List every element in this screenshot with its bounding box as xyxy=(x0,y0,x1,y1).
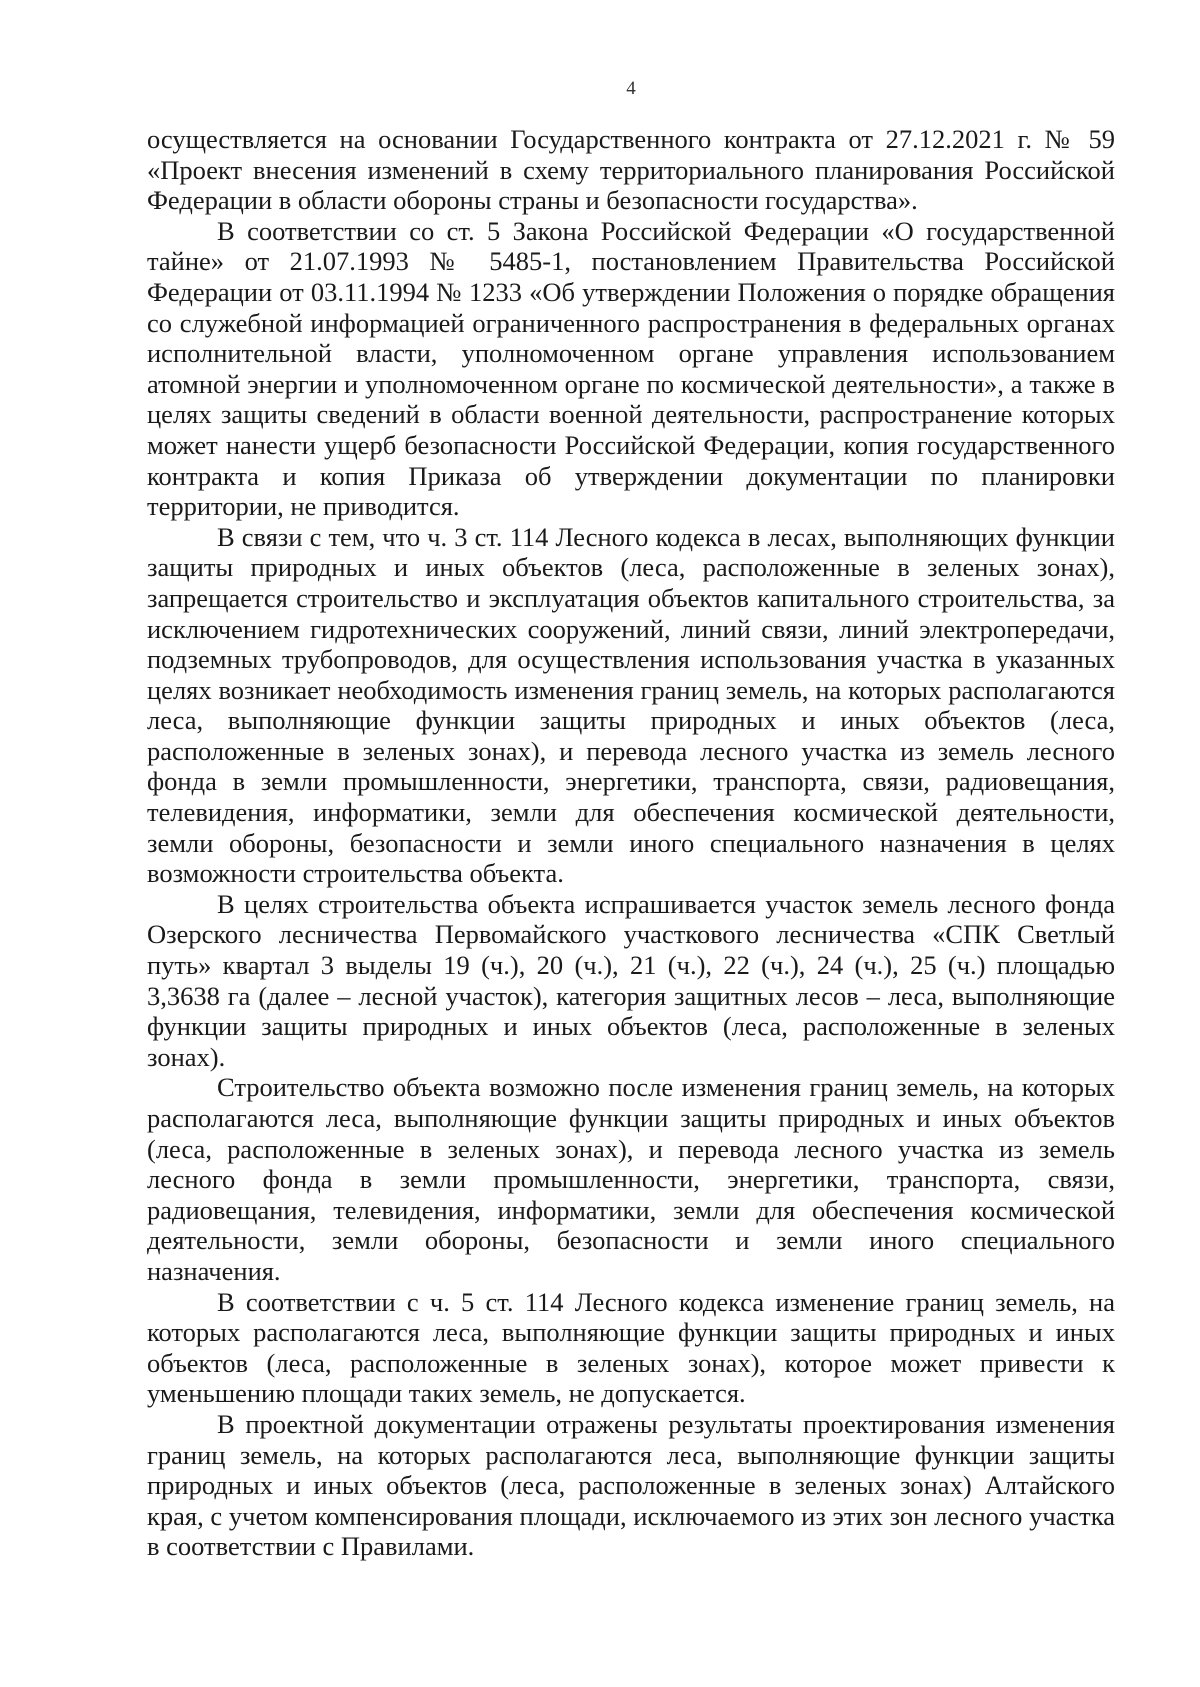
paragraph-forest-code-part3: В связи с тем, что ч. 3 ст. 114 Лесного кодекса в лесах, выполняющих функции защиты природных и иных объектов (леса, расположенные в зеленых зонах), запрещается строительство и эксплуатация объектов капитального строительства, за исключением гидротехнических сооружений, линий связи, линий электропередачи, подземных трубопроводов, для осуществления использования участка в указанных целях возникает необходимость изменения границ земель, на которых располагаются леса, выполняющие функции защиты природных и иных объектов (леса, расположенные в зеленых зонах), и перевода лесного участка из земель лесного фонда в земли промышленности, энергетики, транспорта, связи, радиовещания, телевидения, информатики, земли для обеспечения космической деятельности, земли обороны, безопасности и земли иного специального назначения в целях возможности строительства объекта. xyxy=(147,521,1115,889)
paragraph-forest-code-part5: В соответствии с ч. 5 ст. 114 Лесного кодекса изменение границ земель, на которых располагаются леса, выполняющие функции защиты природных и иных объектов (леса, расположенные в зеленых зонах), которое может привести к уменьшению площади таких земель, не допускается. xyxy=(147,1286,1115,1409)
page-number: 4 xyxy=(626,78,636,99)
paragraph-construction-possible: Строительство объекта возможно после изменения границ земель, на которых располагаются леса, выполняющие функции защиты природных и иных объектов (леса, расположенные в зеленых зонах), и перевода лесного участка из земель лесного фонда в земли промышленности, энергетики, транспорта, связи, радиовещания, телевидения, информатики, земли для обеспечения космической деятельности, земли обороны, безопасности и земли иного специального назначения. xyxy=(147,1072,1115,1286)
paragraph-land-plot-request: В целях строительства объекта испрашивается участок земель лесного фонда Озерского лесничества Первомайского участкового лесничества «СПК Светлый путь» квартал 3 выделы 19 (ч.), 20 (ч.), 21 (ч.), 22 (ч.), 24 (ч.), 25 (ч.) площадью 3,3638 га (далее – лесной участок), категория защитных лесов – леса, выполняющие функции защиты природных и иных объектов (леса, расположенные в зеленых зонах). xyxy=(147,888,1115,1072)
paragraph-state-secret: В соответствии со ст. 5 Закона Российской Федерации «О государственной тайне» от 21.07.1993 № 5485-1, постановлением Правительства Российской Федерации от 03.11.1994 № 1233 «Об утверждении Положения о порядке обращения со служебной информацией ограниченного распространения в федеральных органах исполнительной власти, уполномоченном органе управления использованием атомной энергии и уполномоченном органе по космической деятельности», а также в целях защиты сведений в области военной деятельности, распространение которых может нанести ущерб безопасности Российской Федерации, копия государственного контракта и копия Приказа об утверждении документации по планировки территории, не приводится. xyxy=(147,215,1115,522)
paragraph-project-documentation: В проектной документации отражены результаты проектирования изменения границ земель, на которых располагаются леса, выполняющие функции защиты природных и иных объектов (леса, расположенные в зеленых зонах) Алтайского края, с учетом компенсирования площади, исключаемого из этих зон лесного участка в соответствии с Правилами. xyxy=(147,1408,1115,1562)
document-body xyxy=(147,124,1115,1562)
paragraph-continuation: осуществляется на основании Государственного контракта от 27.12.2021 г. № 59 «Проект внесения изменений в схему территориального планирования Российской Федерации в области обороны страны и безопасности государства». xyxy=(147,124,1115,216)
